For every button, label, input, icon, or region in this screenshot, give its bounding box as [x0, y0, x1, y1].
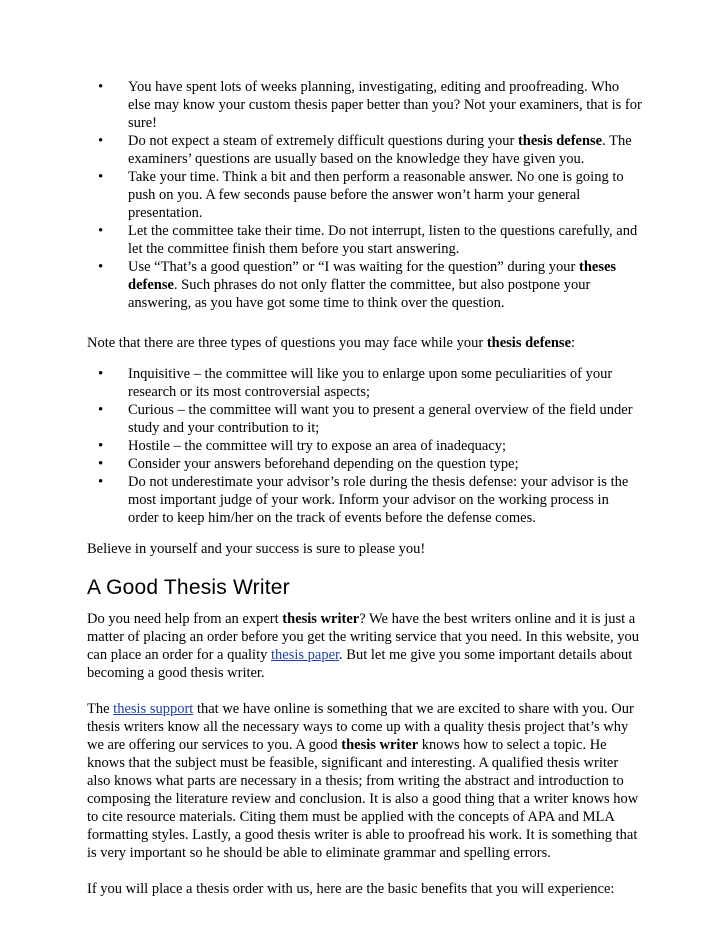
- section-heading: A Good Thesis Writer: [87, 576, 290, 599]
- list-item: • Use “That’s a good question” or “I was waiting for the question” during your theses defense. Such phrases do not only flatter the committee, but also postpone your answering, as you have got some time to think over the question.: [87, 258, 643, 312]
- list-item: • Inquisitive – the committee will like you to enlarge upon some peculiarities of your research or its most controversial aspects;: [87, 365, 643, 401]
- thesis-support-link[interactable]: thesis support: [113, 701, 194, 717]
- question-types-list: [87, 365, 643, 527]
- thesis-paper-link[interactable]: thesis paper: [270, 647, 340, 663]
- closing-line: Believe in yourself and your success is sure to please you!: [87, 541, 426, 557]
- list-item: • Do not underestimate your advisor’s role during the thesis defense: your advisor is the most important judge of your work. Inform your advisor on the working process in order to keep him/her on the track of events before the defense comes.: [87, 473, 643, 527]
- list-item: • Take your time. Think a bit and then perform a reasonable answer. No one is going to push on you. A few seconds pause before the answer won’t harm your general presentation.: [87, 168, 643, 222]
- list-item: • Do not expect a steam of extremely difficult questions during your thesis defense. The examiners’ questions are usually based on the knowledge they have given you.: [87, 132, 643, 168]
- list-item: • Curious – the committee will want you to present a general overview of the field under study and your contribution to it;: [87, 401, 643, 437]
- paragraph-thesis-support: The thesis support that we have online is something that we are excited to share with you. Our thesis writers know all the necessary ways to come up with a quality thesis project that’s why we are offering our services to you. A good thesis writer knows how to select a topic. He knows that the subject must be feasible, significant and interesting. A qualified thesis writer also knows what parts are necessary in a thesis; from writing the abstract and introduction to composing the literature review and conclusion. It is also a good thing that a writer knows how to cite resource materials. Citing them must be applied with the concepts of APA and MLA formatting styles. Lastly, a good thesis writer is able to proofread his work. It is something that is very important so he should be able to eliminate grammar and spelling errors.: [87, 701, 639, 861]
- paragraph-expert-writer: Do you need help from an expert thesis writer? We have the best writers online and it is just a matter of placing an order before you get the writing service that you need. In this website, you can place an order for a quality thesis paper. But let me give you some important details about becoming a good thesis writer.: [87, 611, 640, 681]
- list-item: • Let the committee take their time. Do not interrupt, listen to the questions carefully, and let the committee finish them before you start answering.: [87, 222, 643, 258]
- list-item: • Hostile – the committee will try to expose an area of inadequacy;: [87, 437, 643, 455]
- list-item: • Consider your answers beforehand depending on the question type;: [87, 455, 643, 473]
- paragraph-benefits-intro: If you will place a thesis order with us, here are the basic benefits that you will experience:: [87, 881, 615, 897]
- list-item: • You have spent lots of weeks planning, investigating, editing and proofreading. Who else may know your custom thesis paper better than you? Not your examiners, that is for sure!: [87, 78, 643, 132]
- question-types-intro: Note that there are three types of questions you may face while your thesis defense:: [87, 335, 576, 351]
- tips-list: [87, 78, 643, 312]
- document-page: [87, 78, 643, 898]
